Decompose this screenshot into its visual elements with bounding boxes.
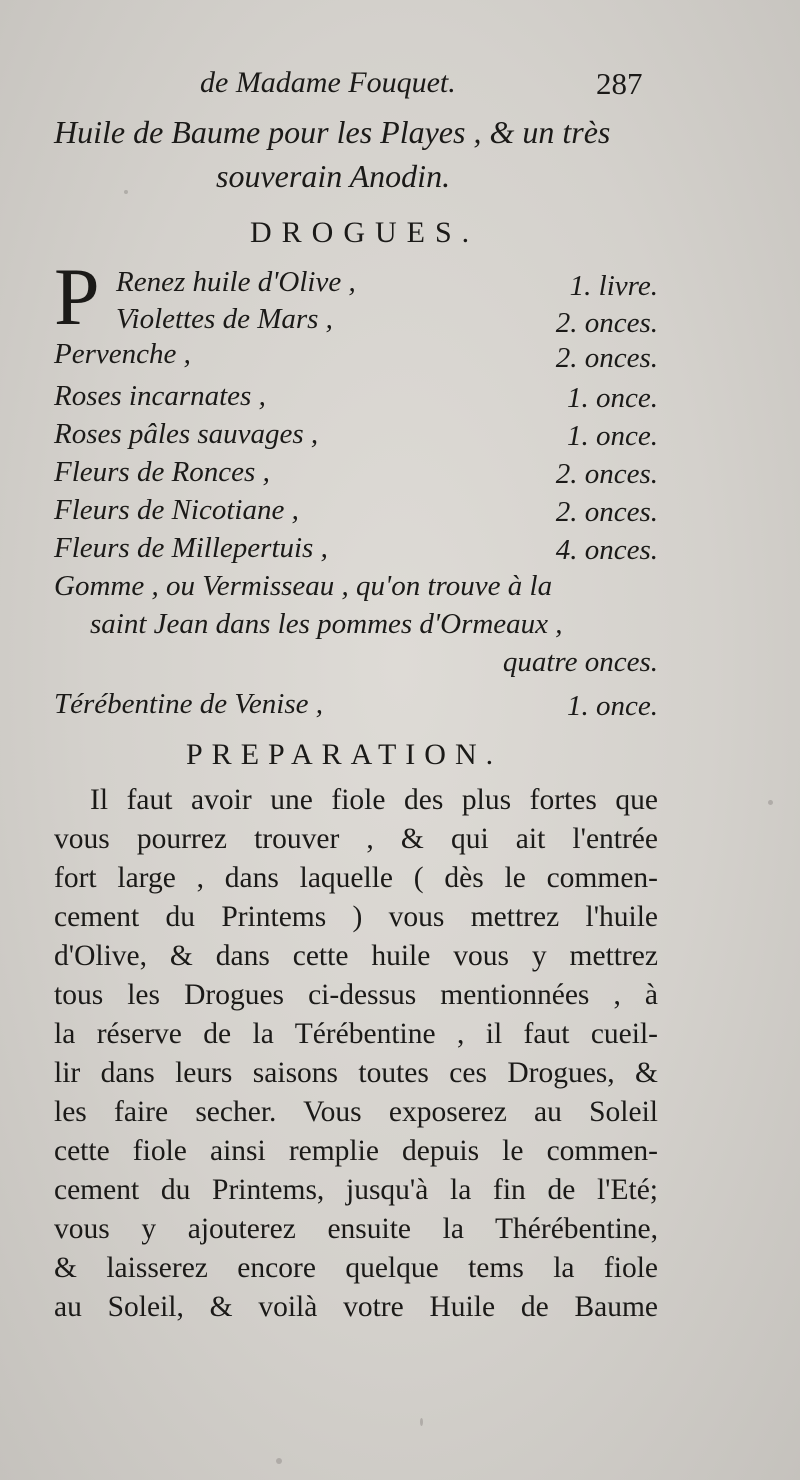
ingredient-quantity: 4. onces. <box>555 534 658 566</box>
preparation-line: lir dans leurs saisons toutes ces Drogues, & <box>54 1057 658 1089</box>
preparation-line: au Soleil, & voilà votre Huile de Baume <box>54 1291 658 1323</box>
recipe-title-line-2: souverain Anodin. <box>216 158 451 194</box>
running-head: de Madame Fouquet. <box>200 66 456 99</box>
paper-speck <box>768 800 773 805</box>
preparation-line: & laisserez encore quelque tems la fiole <box>54 1252 658 1284</box>
ingredient-name: Fleurs de Millepertuis , <box>54 532 328 564</box>
preparation-line: cette fiole ainsi remplie depuis le commen- <box>54 1135 658 1167</box>
drogues-heading: DROGUES. <box>250 216 480 249</box>
preparation-line: vous pourrez trouver , & qui ait l'entrée <box>54 823 658 855</box>
preparation-line: Il faut avoir une fiole des plus fortes que <box>90 784 658 816</box>
ingredient-quantity: 1. once. <box>567 382 658 414</box>
preparation-line: la réserve de la Térébentine , il faut cueil- <box>54 1018 658 1050</box>
gomme-quantity: quatre onces. <box>502 646 658 678</box>
page-number: 287 <box>596 66 643 101</box>
ingredient-name: Fleurs de Ronces , <box>54 456 270 488</box>
ingredient-quantity: 2. onces. <box>555 342 658 374</box>
preparation-line: cement du Printems, jusqu'à la fin de l'Eté; <box>54 1174 658 1206</box>
preparation-line: fort large , dans laquelle ( dès le commen- <box>54 862 658 894</box>
ingredient-name: Fleurs de Nicotiane , <box>54 494 299 526</box>
ingredient-quantity: 1. once. <box>567 690 658 722</box>
preparation-line: d'Olive, & dans cette huile vous y mettrez <box>54 940 658 972</box>
ingredient-name: Roses incarnates , <box>54 380 266 412</box>
gomme-line-2: saint Jean dans les pommes d'Ormeaux , <box>90 608 563 640</box>
ingredient-quantity: 2. onces. <box>555 458 658 490</box>
ingredient-name: Pervenche , <box>54 338 191 370</box>
paper-speck <box>420 1418 423 1426</box>
ingredient-quantity: 1. once. <box>567 420 658 452</box>
drop-cap: P <box>54 251 100 342</box>
recipe-title-line-1: Huile de Baume pour les Playes , & un très <box>54 114 611 150</box>
ingredient-name: Renez huile d'Olive , <box>116 266 356 298</box>
preparation-line: tous les Drogues ci-dessus mentionnées , à <box>54 979 658 1011</box>
ingredient-quantity: 1. livre. <box>569 270 658 302</box>
preparation-line: les faire secher. Vous exposerez au Soleil <box>54 1096 658 1128</box>
gomme-line-1: Gomme , ou Vermisseau , qu'on trouve à la <box>54 570 553 602</box>
preparation-line: cement du Printems ) vous mettrez l'huile <box>54 901 658 933</box>
ingredient-name: Violettes de Mars , <box>116 303 333 335</box>
preparation-line: vous y ajouterez ensuite la Thérébentine, <box>54 1213 658 1245</box>
ingredient-quantity: 2. onces. <box>555 496 658 528</box>
ingredient-name: Térébentine de Venise , <box>54 688 323 720</box>
paper-speck <box>124 190 128 194</box>
ingredient-quantity: 2. onces. <box>555 307 658 339</box>
page-header <box>0 66 800 106</box>
ingredient-name: Roses pâles sauvages , <box>54 418 319 450</box>
preparation-heading: PREPARATION. <box>186 738 503 771</box>
paper-speck <box>276 1458 282 1464</box>
